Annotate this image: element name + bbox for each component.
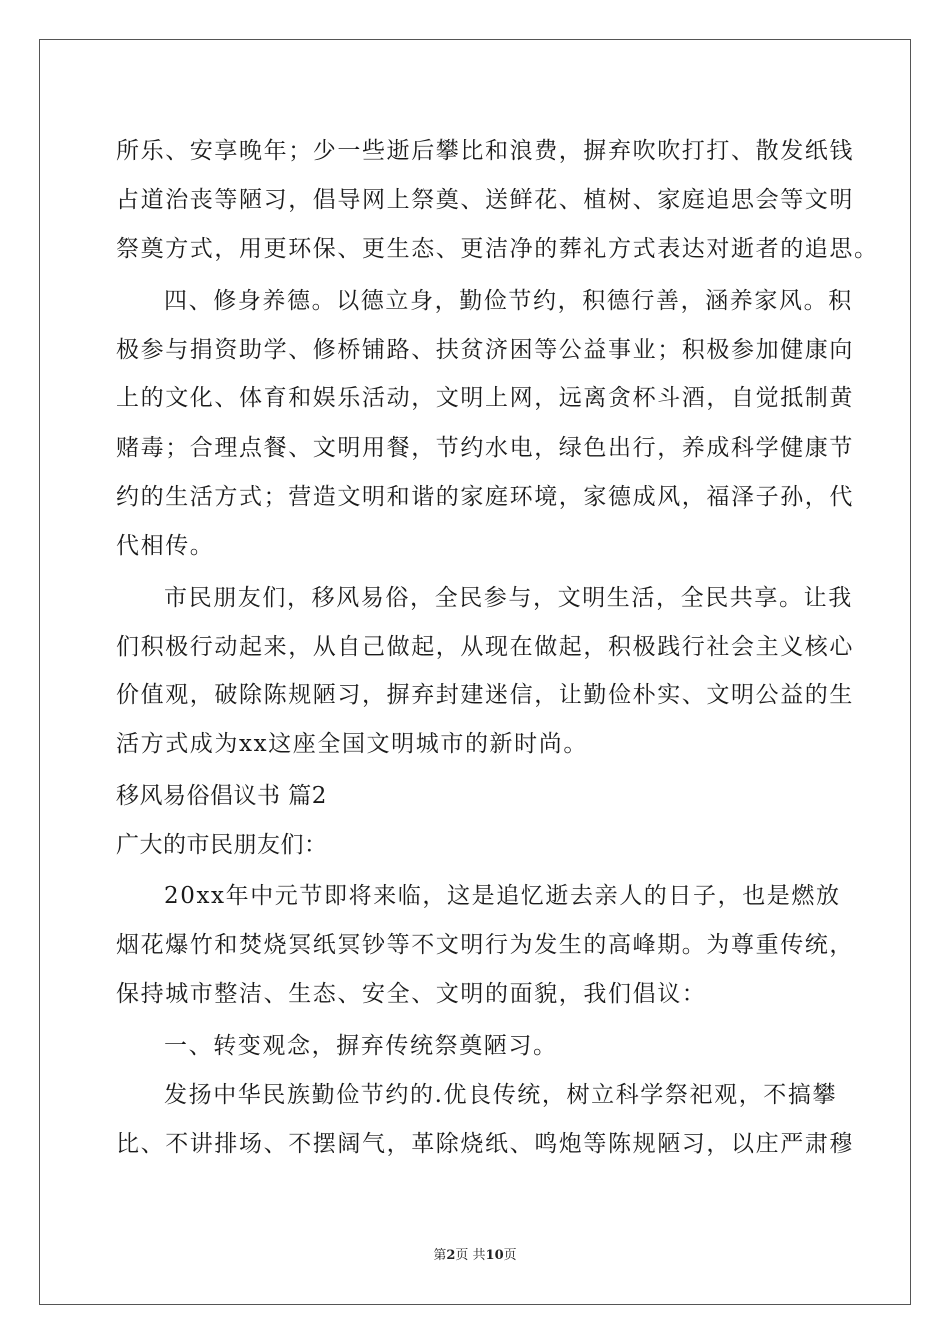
paragraph-line: 极参与捐资助学、修桥铺路、扶贫济困等公益事业；积极参加健康向 xyxy=(116,337,854,363)
page-border xyxy=(39,39,911,1305)
paragraph-line: 保持城市整洁、生态、安全、文明的面貌，我们倡议： xyxy=(116,981,707,1007)
footer-page-prefix: 第 xyxy=(433,1248,447,1263)
footer-page-suffix: 页 xyxy=(503,1248,517,1263)
page-footer xyxy=(0,1248,950,1264)
paragraph-line: 们积极行动起来，从自己做起，从现在做起，积极践行社会主义核心 xyxy=(116,634,854,660)
paragraph-line: 一、转变观念，摒弃传统祭奠陋习。 xyxy=(164,1033,558,1059)
paragraph-line: 上的文化、体育和娱乐活动，文明上网，远离贪杯斗酒，自觉抵制黄 xyxy=(116,385,854,411)
paragraph-line: 赌毒；合理点餐、文明用餐，节约水电，绿色出行，养成科学健康节 xyxy=(116,435,854,461)
paragraph-line: 比、不讲排场、不摆阔气，革除烧纸、鸣炮等陈规陋习，以庄严肃穆 xyxy=(116,1131,854,1157)
paragraph-line: 占道治丧等陋习，倡导网上祭奠、送鲜花、植树、家庭追思会等文明 xyxy=(116,187,854,213)
paragraph-line: 四、修身养德。以德立身，勤俭节约，积德行善，涵养家风。积 xyxy=(164,288,853,314)
paragraph-line: 发扬中华民族勤俭节约的.优良传统，树立科学祭祀观，不搞攀 xyxy=(164,1082,838,1108)
paragraph-line: 所乐、安享晚年；少一些逝后攀比和浪费，摒弃吹吹打打、散发纸钱 xyxy=(116,138,854,164)
paragraph-line: 活方式成为xx这座全国文明城市的新时尚。 xyxy=(116,731,588,757)
paragraph-line: 价值观，破除陈规陋习，摒弃封建迷信，让勤俭朴实、文明公益的生 xyxy=(116,682,854,708)
paragraph-line: 市民朋友们，移风易俗，全民参与，文明生活，全民共享。让我 xyxy=(164,585,853,611)
footer-page-total: 10 xyxy=(485,1248,504,1263)
salutation: 广大的市民朋友们： xyxy=(116,832,328,858)
section-heading: 移风易俗倡议书 篇2 xyxy=(116,783,327,809)
footer-page-current: 2 xyxy=(446,1248,456,1263)
paragraph-line: 代相传。 xyxy=(116,533,215,559)
paragraph-line: 20xx年中元节即将来临，这是追忆逝去亲人的日子，也是燃放 xyxy=(164,883,841,909)
paragraph-line: 烟花爆竹和焚烧冥纸冥钞等不文明行为发生的高峰期。为尊重传统， xyxy=(116,932,854,958)
paragraph-line: 约的生活方式；营造文明和谐的家庭环境，家德成风，福泽子孙，代 xyxy=(116,484,854,510)
paragraph-line: 祭奠方式，用更环保、更生态、更洁净的葬礼方式表达对逝者的追思。 xyxy=(116,236,879,262)
footer-page-mid: 页 共 xyxy=(455,1248,486,1263)
